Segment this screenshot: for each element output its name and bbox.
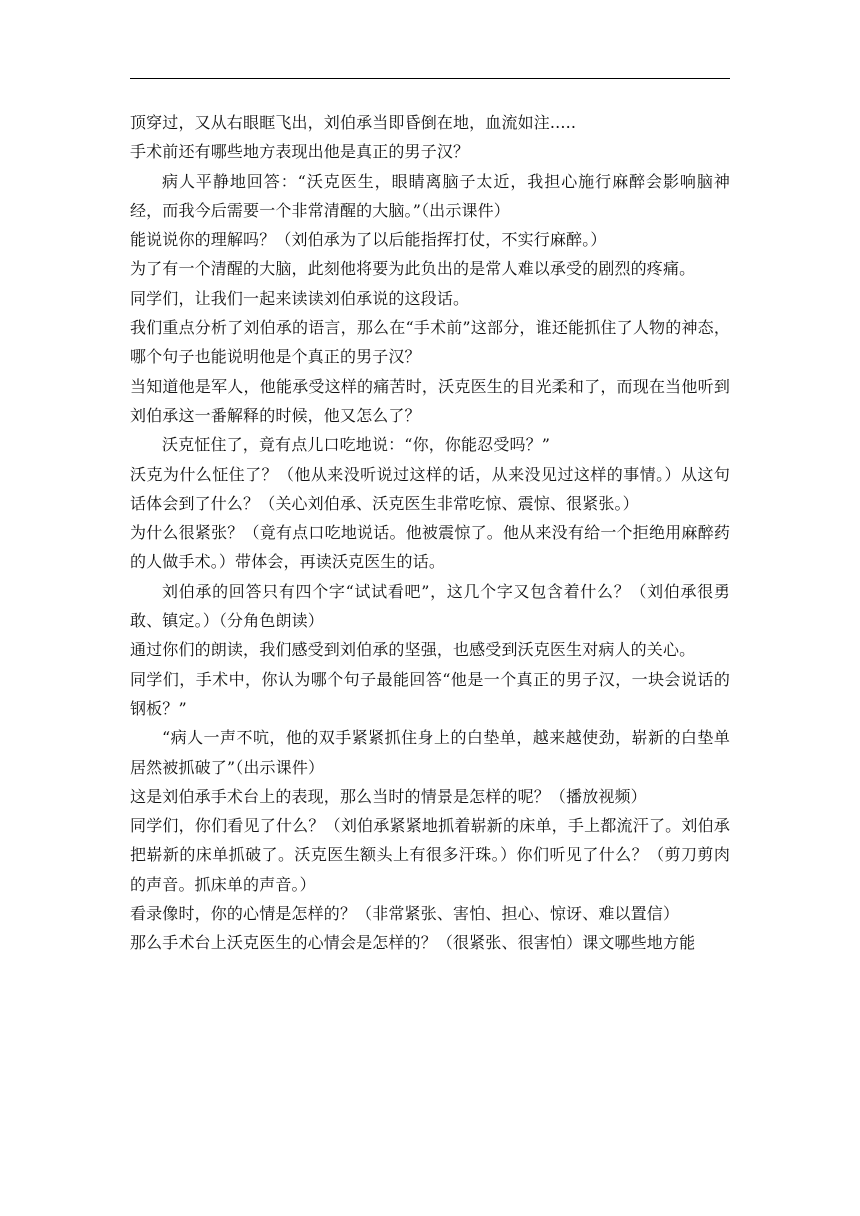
paragraph: 这是刘伯承手术台上的表现，那么当时的情景是怎样的呢？（播放视频）	[130, 786, 647, 806]
paragraph: 同学们，你们看见了什么？（刘伯承紧紧地抓着崭新的床单，手上都流汗了。刘伯承把崭新的床单抓破了。沃克医生额头上有很多汗珠。）你们听见了什么？（剪刀剪肉的声音。抓床单的声音。）	[130, 816, 730, 894]
paragraph: 能说说你的理解吗？（刘伯承为了以后能指挥打仗，不实行麻醉。）	[130, 230, 607, 250]
header-rule	[130, 78, 730, 79]
paragraph: “病人一声不吭，他的双手紧紧抓住身上的白垫单，越来越使劲，崭新的白垫单居然被抓破了”（出示课件）	[130, 728, 730, 777]
paragraph: 为了有一个清醒的大脑，此刻他将要为此负出的是常人难以承受的剧烈的疼痛。	[130, 259, 696, 279]
document-body	[130, 108, 730, 958]
paragraph: 沃克怔住了，竟有点儿口吃地说：“你，你能忍受吗？”	[162, 435, 551, 455]
paragraph: 沃克为什么怔住了？（他从来没听说过这样的话，从来没见过这样的事情。）从这句话体会到了什么？（关心刘伯承、沃克医生非常吃惊、震惊、很紧张。）	[130, 464, 730, 513]
paragraph: 通过你们的朗读，我们感受到刘伯承的坚强，也感受到沃克医生对病人的关心。	[130, 640, 696, 660]
paragraph: 那么手术台上沃克医生的心情会是怎样的？（很紧张、很害怕）课文哪些地方能	[130, 933, 696, 953]
paragraph: 看录像时，你的心情是怎样的？（非常紧张、害怕、担心、惊讶、难以置信）	[130, 904, 680, 924]
paragraph: 当知道他是军人，他能承受这样的痛苦时，沃克医生的目光柔和了，而现在当他听到刘伯承这一番解释的时候，他又怎么了？	[130, 376, 730, 425]
paragraph: 刘伯承的回答只有四个字“试试看吧”，这几个字又包含着什么？（刘伯承很勇敢、镇定。）（分角色朗读）	[130, 581, 730, 631]
paragraph: 同学们，手术中，你认为哪个句子最能回答“他是一个真正的男子汉，一块会说话的钢板？”	[130, 669, 730, 718]
paragraph: 手术前还有哪些地方表现出他是真正的男子汉？	[130, 142, 470, 162]
paragraph: 同学们，让我们一起来读读刘伯承说的这段话。	[130, 288, 470, 308]
paragraph: 我们重点分析了刘伯承的语言，那么在“手术前”这部分，谁还能抓住了人物的神态，哪个句子也能说明他是个真正的男子汉？	[130, 318, 730, 367]
paragraph: 病人平静地回答：“沃克医生，眼睛离脑子太近，我担心施行麻醉会影响脑神经，而我今后需要一个非常清醒的大脑。”（出示课件）	[130, 171, 730, 220]
paragraph: 为什么很紧张？（竟有点口吃地说话。他被震惊了。他从来没有给一个拒绝用麻醉药的人做手术。）带体会，再读沃克医生的话。	[130, 523, 730, 572]
paragraph: 顶穿过，又从右眼眶飞出，刘伯承当即昏倒在地，血流如注.....	[130, 113, 577, 132]
